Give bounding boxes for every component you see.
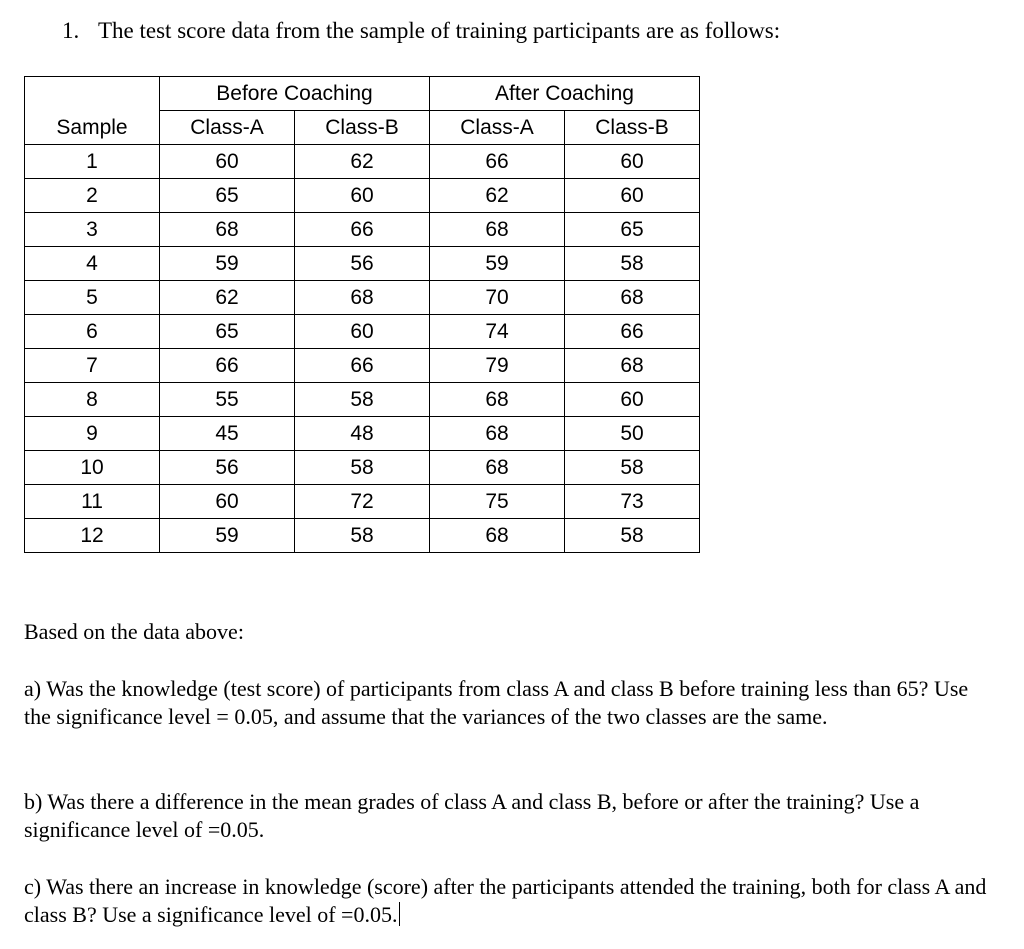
score-cell: 66 xyxy=(565,315,700,349)
score-cell: 68 xyxy=(160,213,295,247)
score-cell: 62 xyxy=(295,145,430,179)
score-cell: 50 xyxy=(565,417,700,451)
table-row xyxy=(25,247,700,281)
score-cell: 59 xyxy=(160,247,295,281)
table-row xyxy=(25,417,700,451)
score-cell: 60 xyxy=(160,485,295,519)
sample-number-cell: 3 xyxy=(25,213,160,247)
score-cell: 56 xyxy=(160,451,295,485)
table-row xyxy=(25,451,700,485)
score-cell: 60 xyxy=(160,145,295,179)
table-corner-cell xyxy=(25,77,160,111)
part-c-text: c) Was there an increase in knowledge (score) after the participants attended the training, both for class A and class B? Use a significance level of =0.05. xyxy=(24,874,987,927)
table-body xyxy=(25,145,700,553)
score-cell: 75 xyxy=(430,485,565,519)
intro-text: Based on the data above: xyxy=(24,619,244,644)
table-row xyxy=(25,485,700,519)
score-cell: 45 xyxy=(160,417,295,451)
score-cell: 74 xyxy=(430,315,565,349)
score-cell: 68 xyxy=(430,213,565,247)
question-heading xyxy=(62,18,780,44)
group-header-before: Before Coaching xyxy=(160,77,430,111)
score-cell: 60 xyxy=(565,145,700,179)
class-header-before-a: Class-A xyxy=(160,111,295,145)
score-cell: 48 xyxy=(295,417,430,451)
table-class-header-row xyxy=(25,111,700,145)
score-cell: 58 xyxy=(565,519,700,553)
score-cell: 60 xyxy=(565,179,700,213)
score-cell: 68 xyxy=(430,417,565,451)
table-row xyxy=(25,349,700,383)
question-text: The test score data from the sample of training participants are as follows: xyxy=(98,18,781,43)
sample-number-cell: 2 xyxy=(25,179,160,213)
table-group-header-row xyxy=(25,77,700,111)
score-cell: 56 xyxy=(295,247,430,281)
score-cell: 55 xyxy=(160,383,295,417)
score-cell: 66 xyxy=(160,349,295,383)
score-cell: 68 xyxy=(565,281,700,315)
class-header-after-a: Class-A xyxy=(430,111,565,145)
table-row xyxy=(25,281,700,315)
score-cell: 68 xyxy=(565,349,700,383)
group-header-after: After Coaching xyxy=(430,77,700,111)
score-cell: 68 xyxy=(430,451,565,485)
score-cell: 62 xyxy=(430,179,565,213)
table-row xyxy=(25,315,700,349)
score-cell: 72 xyxy=(295,485,430,519)
text-cursor xyxy=(399,902,400,926)
score-cell: 66 xyxy=(295,213,430,247)
sample-header: Sample xyxy=(25,111,160,145)
table-row xyxy=(25,213,700,247)
score-cell: 68 xyxy=(295,281,430,315)
score-cell: 59 xyxy=(160,519,295,553)
sample-number-cell: 11 xyxy=(25,485,160,519)
table-row xyxy=(25,179,700,213)
part-c xyxy=(24,873,999,929)
question-number: 1. xyxy=(62,18,80,43)
class-header-after-b: Class-B xyxy=(565,111,700,145)
sample-number-cell: 10 xyxy=(25,451,160,485)
score-cell: 65 xyxy=(160,315,295,349)
score-cell: 58 xyxy=(295,451,430,485)
score-cell: 68 xyxy=(430,519,565,553)
sample-number-cell: 4 xyxy=(25,247,160,281)
score-cell: 68 xyxy=(430,383,565,417)
table-row xyxy=(25,519,700,553)
score-cell: 73 xyxy=(565,485,700,519)
table-row xyxy=(25,383,700,417)
score-cell: 59 xyxy=(430,247,565,281)
score-cell: 66 xyxy=(295,349,430,383)
score-cell: 65 xyxy=(160,179,295,213)
score-cell: 66 xyxy=(430,145,565,179)
sample-number-cell: 9 xyxy=(25,417,160,451)
sample-number-cell: 12 xyxy=(25,519,160,553)
score-cell: 60 xyxy=(565,383,700,417)
score-table xyxy=(24,76,700,553)
part-b-text: b) Was there a difference in the mean grades of class A and class B, before or after the training? Use a significance level of =0.05. xyxy=(24,789,920,842)
score-cell: 70 xyxy=(430,281,565,315)
score-cell: 65 xyxy=(565,213,700,247)
part-a-text: a) Was the knowledge (test score) of participants from class A and class B before training less than 65? Use the significance level = 0.05, and assume that the variances of the two classes are the same. xyxy=(24,676,969,729)
score-cell: 62 xyxy=(160,281,295,315)
sample-number-cell: 5 xyxy=(25,281,160,315)
score-cell: 58 xyxy=(565,451,700,485)
table-row xyxy=(25,145,700,179)
score-cell: 60 xyxy=(295,315,430,349)
score-cell: 79 xyxy=(430,349,565,383)
sample-number-cell: 7 xyxy=(25,349,160,383)
score-cell: 60 xyxy=(295,179,430,213)
score-cell: 58 xyxy=(295,519,430,553)
class-header-before-b: Class-B xyxy=(295,111,430,145)
score-cell: 58 xyxy=(565,247,700,281)
score-cell: 58 xyxy=(295,383,430,417)
sample-number-cell: 1 xyxy=(25,145,160,179)
sample-number-cell: 6 xyxy=(25,315,160,349)
sample-number-cell: 8 xyxy=(25,383,160,417)
